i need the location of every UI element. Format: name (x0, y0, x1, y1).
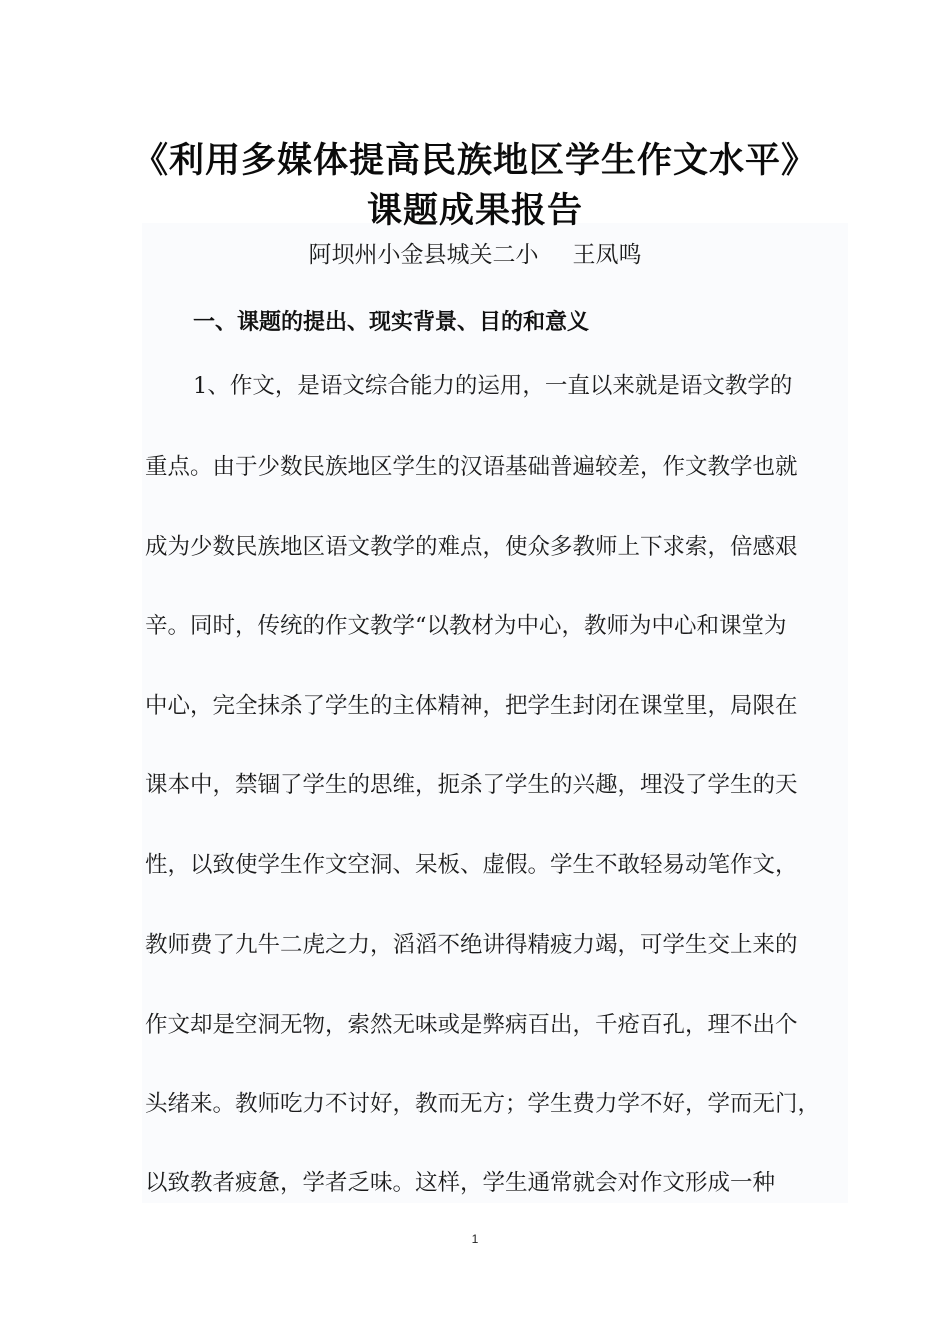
paragraph-line: 性，以致使学生作文空洞、呆板、虚假。学生不敢轻易动笔作文， (145, 852, 798, 878)
author-line (0, 236, 950, 269)
paragraph-line: 中心，完全抹杀了学生的主体精神，把学生封闭在课堂里，局限在 (145, 693, 798, 719)
paragraph-line: 成为少数民族地区语文教学的难点，使众多教师上下求索，倍感艰 (145, 534, 798, 560)
author-school: 阿坝州小金县城关二小 (308, 242, 539, 268)
author-name: 王凤鸣 (572, 242, 642, 268)
paragraph-line: 课本中，禁锢了学生的思维，扼杀了学生的兴趣，埋没了学生的天 (145, 772, 798, 798)
paragraph-line: 辛。同时，传统的作文教学“以教材为中心，教师为中心和课堂为 (145, 613, 787, 639)
paragraph-line: 教师费了九牛二虎之力，滔滔不绝讲得精疲力竭，可学生交上来的 (145, 932, 798, 958)
paragraph-line: 以致教者疲惫，学者乏味。这样，学生通常就会对作文形成一种 (145, 1170, 776, 1196)
page-number: 1 (471, 1232, 479, 1246)
document-title-line-2: 课题成果报告 (366, 191, 583, 231)
paragraph-line: 重点。由于少数民族地区学生的汉语基础普遍较差，作文教学也就 (145, 454, 798, 480)
paragraph-line: 作文却是空洞无物，索然无味或是弊病百出，千疮百孔，理不出个 (145, 1012, 798, 1038)
section-heading-1: 一、课题的提出、现实背景、目的和意义 (193, 310, 590, 335)
document-title-line-1: 《利用多媒体提高民族地区学生作文水平》 (132, 141, 817, 181)
paragraph-line: 1、作文，是语文综合能力的运用，一直以来就是语文教学的 (193, 373, 793, 399)
paragraph-line: 头绪来。教师吃力不讨好，教而无方；学生费力学不好，学而无门， (145, 1091, 821, 1117)
